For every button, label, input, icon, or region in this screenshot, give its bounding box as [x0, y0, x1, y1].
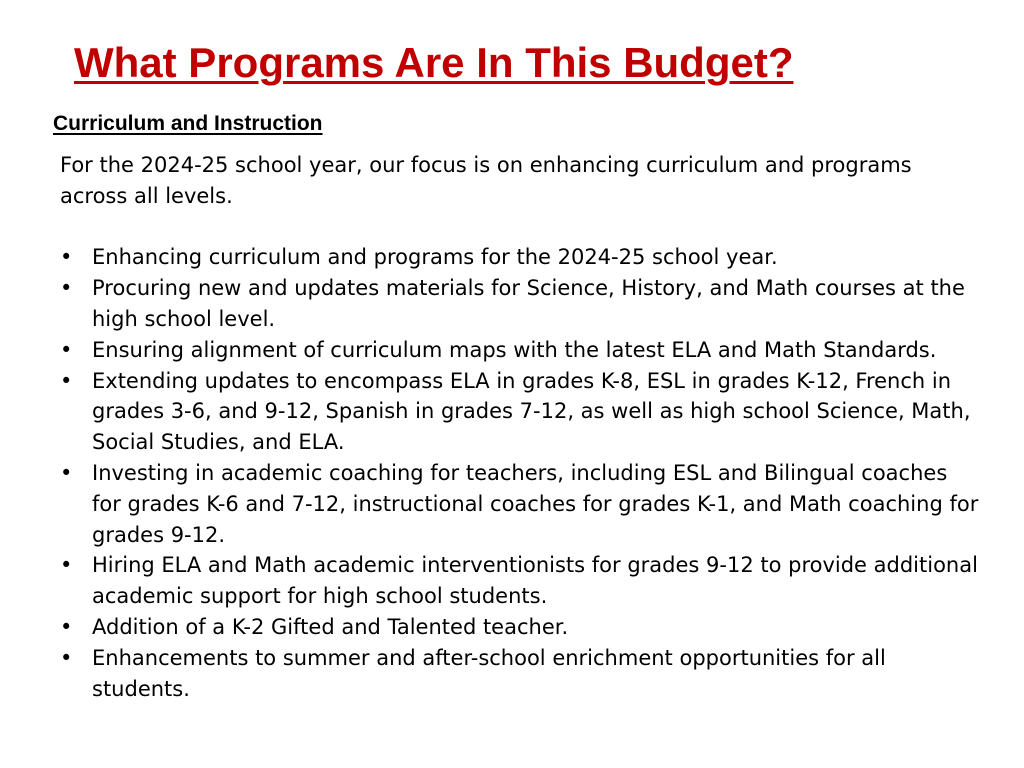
bullet-item	[60, 366, 980, 458]
bullet-icon: •	[60, 245, 73, 270]
bullet-icon: •	[60, 276, 73, 301]
bullet-text: Addition of a K-2 Gifted and Talented teacher.	[92, 614, 569, 639]
bullet-list	[60, 242, 980, 704]
bullet-text: Enhancing curriculum and programs for the 2024-25 school year.	[92, 245, 778, 270]
bullet-icon: •	[60, 645, 73, 670]
bullet-icon: •	[60, 460, 73, 485]
bullet-text: Ensuring alignment of curriculum maps with the latest ELA and Math Standards.	[92, 337, 937, 362]
bullet-icon: •	[60, 614, 73, 639]
bullet-text: Enhancements to summer and after-school enrichment opportunities for all students.	[92, 645, 886, 701]
intro-paragraph: For the 2024-25 school year, our focus is on enhancing curriculum and programs across all levels.	[60, 153, 912, 208]
slide-body	[60, 150, 980, 704]
bullet-item	[60, 643, 980, 705]
bullet-icon: •	[60, 553, 73, 578]
bullet-icon: •	[60, 368, 73, 393]
bullet-item	[60, 335, 980, 366]
slide-title: What Programs Are In This Budget?	[74, 39, 794, 86]
bullet-item	[60, 273, 980, 335]
bullet-item	[60, 550, 980, 612]
bullet-item	[60, 242, 980, 273]
bullet-text: Hiring ELA and Math academic interventionists for grades 9-12 to provide additional academic support for high school students.	[92, 553, 978, 609]
bullet-icon: •	[60, 337, 73, 362]
bullet-text: Procuring new and updates materials for Science, History, and Math courses at the high school level.	[92, 276, 965, 331]
bullet-text: Extending updates to encompass ELA in grades K-8, ESL in grades K-12, French in grades 3-6, and 9-12, Spanish in grades 7-12, as well as high school Science, Math, Social Studies, and ELA.	[92, 368, 971, 455]
bullet-text: Investing in academic coaching for teachers, including ESL and Bilingual coaches for grades K-6 and 7-12, instructional coaches for grades K-1, and Math coaching for grades 9-12.	[92, 460, 979, 547]
bullet-item	[60, 458, 980, 550]
section-heading: Curriculum and Instruction	[53, 112, 323, 135]
bullet-item	[60, 612, 980, 643]
